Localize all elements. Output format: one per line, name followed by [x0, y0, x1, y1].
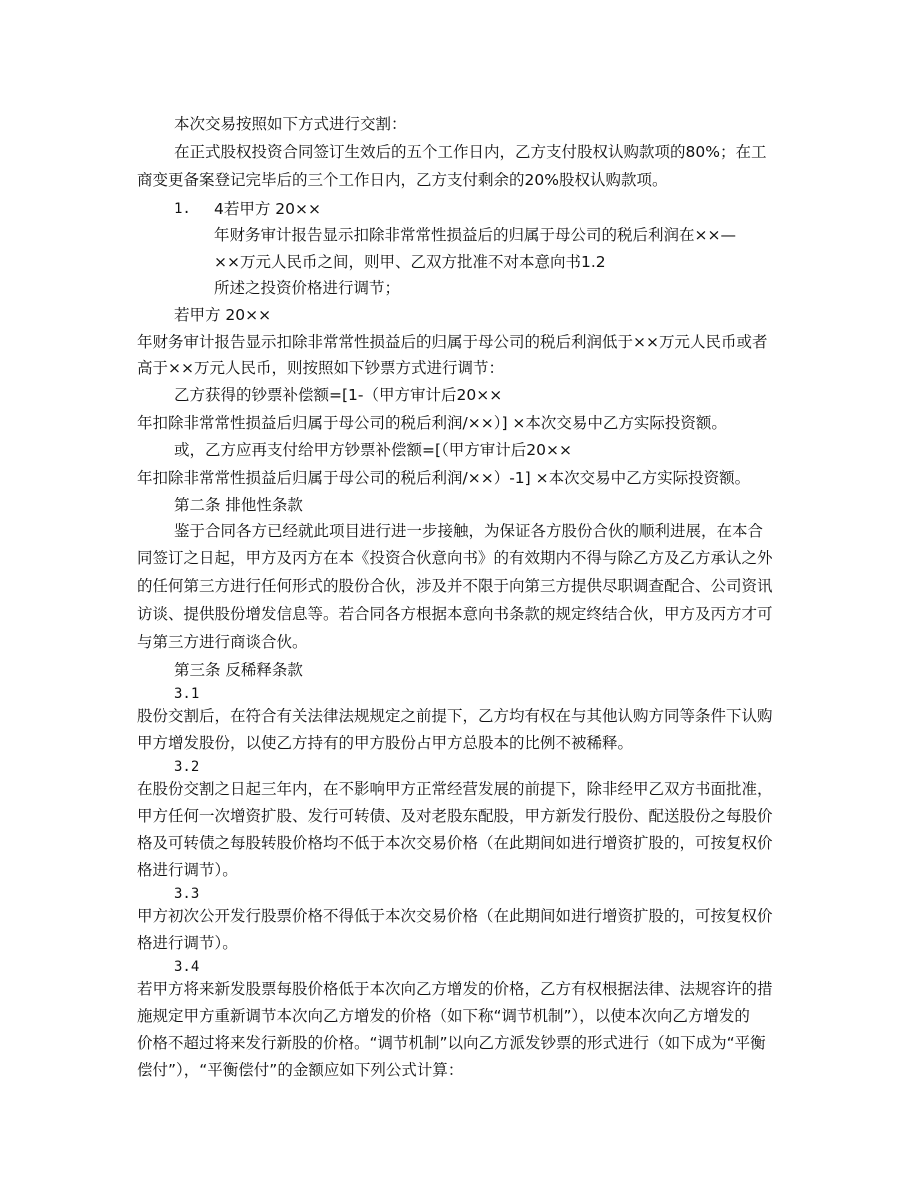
text-line: ××万元人民币之间，则甲、乙双方批准不对本意向书1.2: [214, 253, 606, 271]
text-line: 甲方任何一次增资扩股、发行可转债、及对老股东配股，甲方新发行股份、配送股份之每股价: [137, 807, 773, 825]
text-line: 甲方初次公开发行股票价格不得低于本次交易价格（在此期间如进行增资扩股的，可按复权价: [137, 907, 773, 925]
text-line: 若甲方 20××: [174, 306, 272, 324]
text-line: 本次交易按照如下方式进行交割：: [174, 115, 407, 133]
text-line: 股份交割后，在符合有关法律法规规定之前提下，乙方均有权在与其他认购方同等条件下认购: [137, 707, 773, 725]
clause-number: 3.3: [174, 886, 200, 902]
text-line: 年扣除非常常性损益后归属于母公司的税后利润/××）] ×本次交易中乙方实际投资额。: [137, 414, 727, 432]
text-line: 鉴于合同各方已经就此项目进行进一步接触，为保证各方股份合伙的顺利进展，在本合: [174, 522, 764, 540]
text-line: 年财务审计报告显示扣除非常常性损益后的归属于母公司的税后利润低于××万元人民币或者: [137, 333, 768, 351]
clause-number: 3.2: [174, 759, 200, 775]
text-line: 在正式股权投资合同签订生效后的五个工作日内，乙方支付股权认购款项的80%；在工: [174, 143, 767, 161]
text-line: 4若甲方 20××: [214, 200, 321, 218]
text-line: 在股份交割之日起三年内，在不影响甲方正常经营发展的前提下，除非经甲乙双方书面批准，: [137, 780, 773, 798]
text-line: 甲方增发股份，以使乙方持有的甲方股份占甲方总股本的比例不被稀释。: [137, 734, 634, 752]
clause-number: 3.1: [174, 686, 200, 702]
section-heading: 第三条 反稀释条款: [174, 661, 303, 679]
text-line: 偿付”），“平衡偿付”的金额应如下列公式计算：: [137, 1061, 464, 1079]
text-line: 与第三方进行商谈合伙。: [137, 633, 308, 651]
text-line: 格进行调节）。: [137, 861, 238, 879]
text-line: 年财务审计报告显示扣除非常常性损益后的归属于母公司的税后利润在××—: [214, 226, 736, 244]
text-line: 价格不超过将来发行新股的价格。“调节机制”以向乙方派发钞票的形式进行（如下成为“平衡: [137, 1034, 766, 1052]
list-number: 1.: [174, 201, 191, 217]
text-line: 施规定甲方重新调节本次向乙方增发的价格（如下称“调节机制”），以使本次向乙方增发的: [137, 1007, 750, 1025]
text-line: 访谈、提供股份增发信息等。若合同各方根据本意向书条款的规定终结合伙，甲方及丙方才可: [137, 605, 773, 623]
text-line: 所述之投资价格进行调节；: [214, 279, 401, 297]
text-line: 格进行调节）。: [137, 934, 238, 952]
text-line: 商变更备案登记完毕后的三个工作日内，乙方支付剩余的20%股权认购款项。: [137, 171, 668, 189]
text-line: 的任何第三方进行任何形式的股份合伙，涉及并不限于向第三方提供尽职调查配合、公司资讯: [137, 577, 773, 595]
text-line: 或，乙方应再支付给甲方钞票补偿额=[（甲方审计后20××: [174, 441, 572, 459]
text-line: 格及可转债之每股转股价格均不低于本次交易价格（在此期间如进行增资扩股的，可按复权价: [137, 834, 773, 852]
text-line: 乙方获得的钞票补偿额=[1-（甲方审计后20××: [174, 386, 503, 404]
text-line: 高于××万元人民币，则按照如下钞票方式进行调节：: [137, 359, 504, 377]
section-heading: 第二条 排他性条款: [174, 496, 303, 514]
text-line: 同签订之日起，甲方及丙方在本《投资合伙意向书》的有效期内不得与除乙方及乙方承认之外: [137, 549, 773, 567]
text-line: 年扣除非常常性损益后归属于母公司的税后利润/××）-1] ×本次交易中乙方实际投资额。: [137, 469, 751, 487]
clause-number: 3.4: [174, 959, 200, 975]
text-line: 若甲方将来新发股票每股价格低于本次向乙方增发的价格，乙方有权根据法律、法规容许的措: [137, 980, 773, 998]
